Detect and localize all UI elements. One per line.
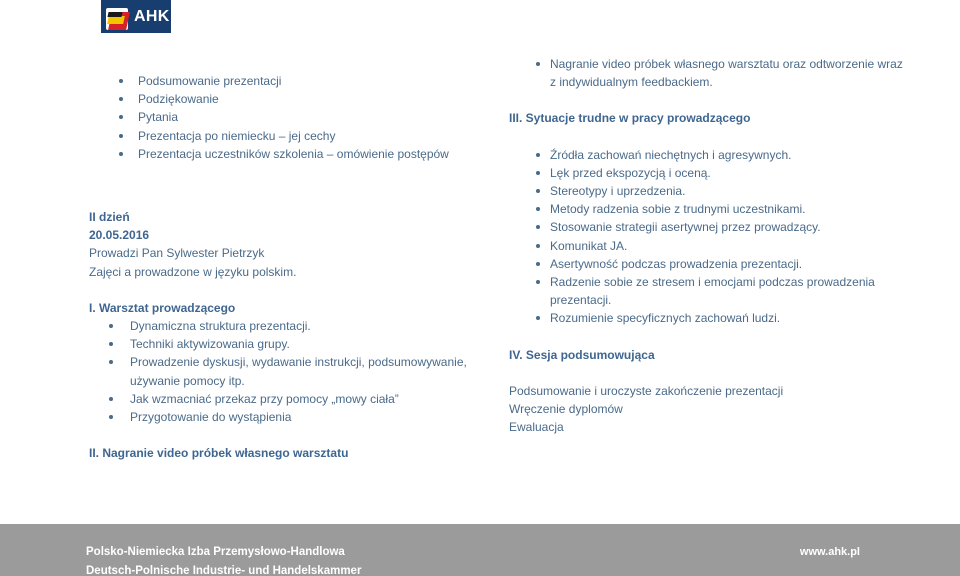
led-by: Prowadzi Pan Sylwester Pietrzyk bbox=[89, 246, 265, 261]
bullet-icon bbox=[536, 244, 540, 248]
list-item: Przygotowanie do wystąpienia bbox=[89, 408, 489, 426]
list-item: Prowadzenie dyskusji, wydawanie instrukcji, podsumowywanie, używanie pomocy itp. bbox=[89, 353, 489, 389]
list-item: Metody radzenia sobie z trudnymi uczestnikami. bbox=[509, 200, 909, 218]
list-item: Nagranie video próbek własnego warsztatu oraz odtworzenie wraz z indywidualnym feedbackiem. bbox=[509, 55, 909, 91]
section-3-list bbox=[509, 146, 909, 328]
list-item: Asertywność podczas prowadzenia prezentacji. bbox=[509, 255, 909, 273]
list-item: Źródła zachowań niechętnych i agresywnych. bbox=[509, 146, 909, 164]
bullet-icon bbox=[536, 171, 540, 175]
bullet-icon bbox=[536, 280, 540, 284]
bullet-icon bbox=[119, 97, 123, 101]
list-item: Rozumienie specyficznych zachowań ludzi. bbox=[509, 309, 909, 327]
day-title: II dzień bbox=[89, 210, 130, 225]
bullet-icon bbox=[109, 360, 113, 364]
closing-line: Wręczenie dyplomów bbox=[509, 402, 623, 417]
list-item: Jak wzmacniać przekaz przy pomocy „mowy ciała” bbox=[89, 390, 489, 408]
section-1-list bbox=[89, 317, 489, 426]
logo-text: AHK bbox=[134, 7, 170, 25]
section-3-title: III. Sytuacje trudne w pracy prowadzącego bbox=[509, 111, 751, 126]
list-item: Prezentacja po niemiecku – jej cechy bbox=[89, 127, 489, 145]
section-2-title: II. Nagranie video próbek własnego warsztatu bbox=[89, 446, 349, 461]
list-item: Stosowanie strategii asertywnej przez prowadzący. bbox=[509, 218, 909, 236]
bullet-icon bbox=[119, 152, 123, 156]
list-item: Komunikat JA. bbox=[509, 237, 909, 255]
closing-line: Podsumowanie i uroczyste zakończenie prezentacji bbox=[509, 383, 784, 398]
footer-website-link[interactable]: www.ahk.pl bbox=[799, 546, 860, 558]
bullet-icon bbox=[536, 207, 540, 211]
list-item: Podsumowanie prezentacji bbox=[89, 72, 489, 90]
bullet-icon bbox=[536, 153, 540, 157]
list-item: Podziękowanie bbox=[89, 90, 489, 108]
list-item: Radzenie sobie ze stresem i emocjami podczas prowadzenia prezentacji. bbox=[509, 273, 909, 309]
list-item: Stereotypy i uprzedzenia. bbox=[509, 182, 909, 200]
recording-list bbox=[509, 55, 909, 91]
left-column bbox=[89, 72, 489, 462]
section-1-title: I. Warsztat prowadzącego bbox=[89, 300, 236, 315]
bullet-icon bbox=[119, 115, 123, 119]
footer bbox=[0, 524, 960, 576]
bullet-icon bbox=[536, 225, 540, 229]
ahk-logo bbox=[101, 0, 171, 33]
bullet-icon bbox=[109, 397, 113, 401]
list-item: Prezentacja uczestników szkolenia – omówienie postępów bbox=[89, 145, 489, 163]
list-item: Lęk przed ekspozycją i oceną. bbox=[509, 164, 909, 182]
footer-chamber-de: Deutsch-Polnische Industrie- und Handelskammer bbox=[86, 565, 362, 576]
summary-list bbox=[89, 72, 489, 163]
bullet-icon bbox=[536, 316, 540, 320]
bullet-icon bbox=[119, 134, 123, 138]
date: 20.05.2016 bbox=[89, 228, 150, 243]
bullet-icon bbox=[109, 342, 113, 346]
list-item: Techniki aktywizowania grupy. bbox=[89, 335, 489, 353]
bullet-icon bbox=[536, 262, 540, 266]
section-4-title: IV. Sesja podsumowująca bbox=[509, 347, 655, 362]
bullet-icon bbox=[109, 324, 113, 328]
bullet-icon bbox=[119, 79, 123, 83]
list-item: Dynamiczna struktura prezentacji. bbox=[89, 317, 489, 335]
list-item: Pytania bbox=[89, 108, 489, 126]
closing-line: Ewaluacja bbox=[509, 420, 564, 435]
footer-chamber-pl: Polsko-Niemiecka Izba Przemysłowo-Handlowa bbox=[86, 546, 345, 558]
language-note: Zajęci a prowadzone w języku polskim. bbox=[89, 264, 297, 279]
right-column bbox=[509, 55, 909, 436]
bullet-icon bbox=[536, 62, 540, 66]
bullet-icon bbox=[109, 415, 113, 419]
flag-logo-icon bbox=[106, 4, 132, 30]
bullet-icon bbox=[536, 189, 540, 193]
